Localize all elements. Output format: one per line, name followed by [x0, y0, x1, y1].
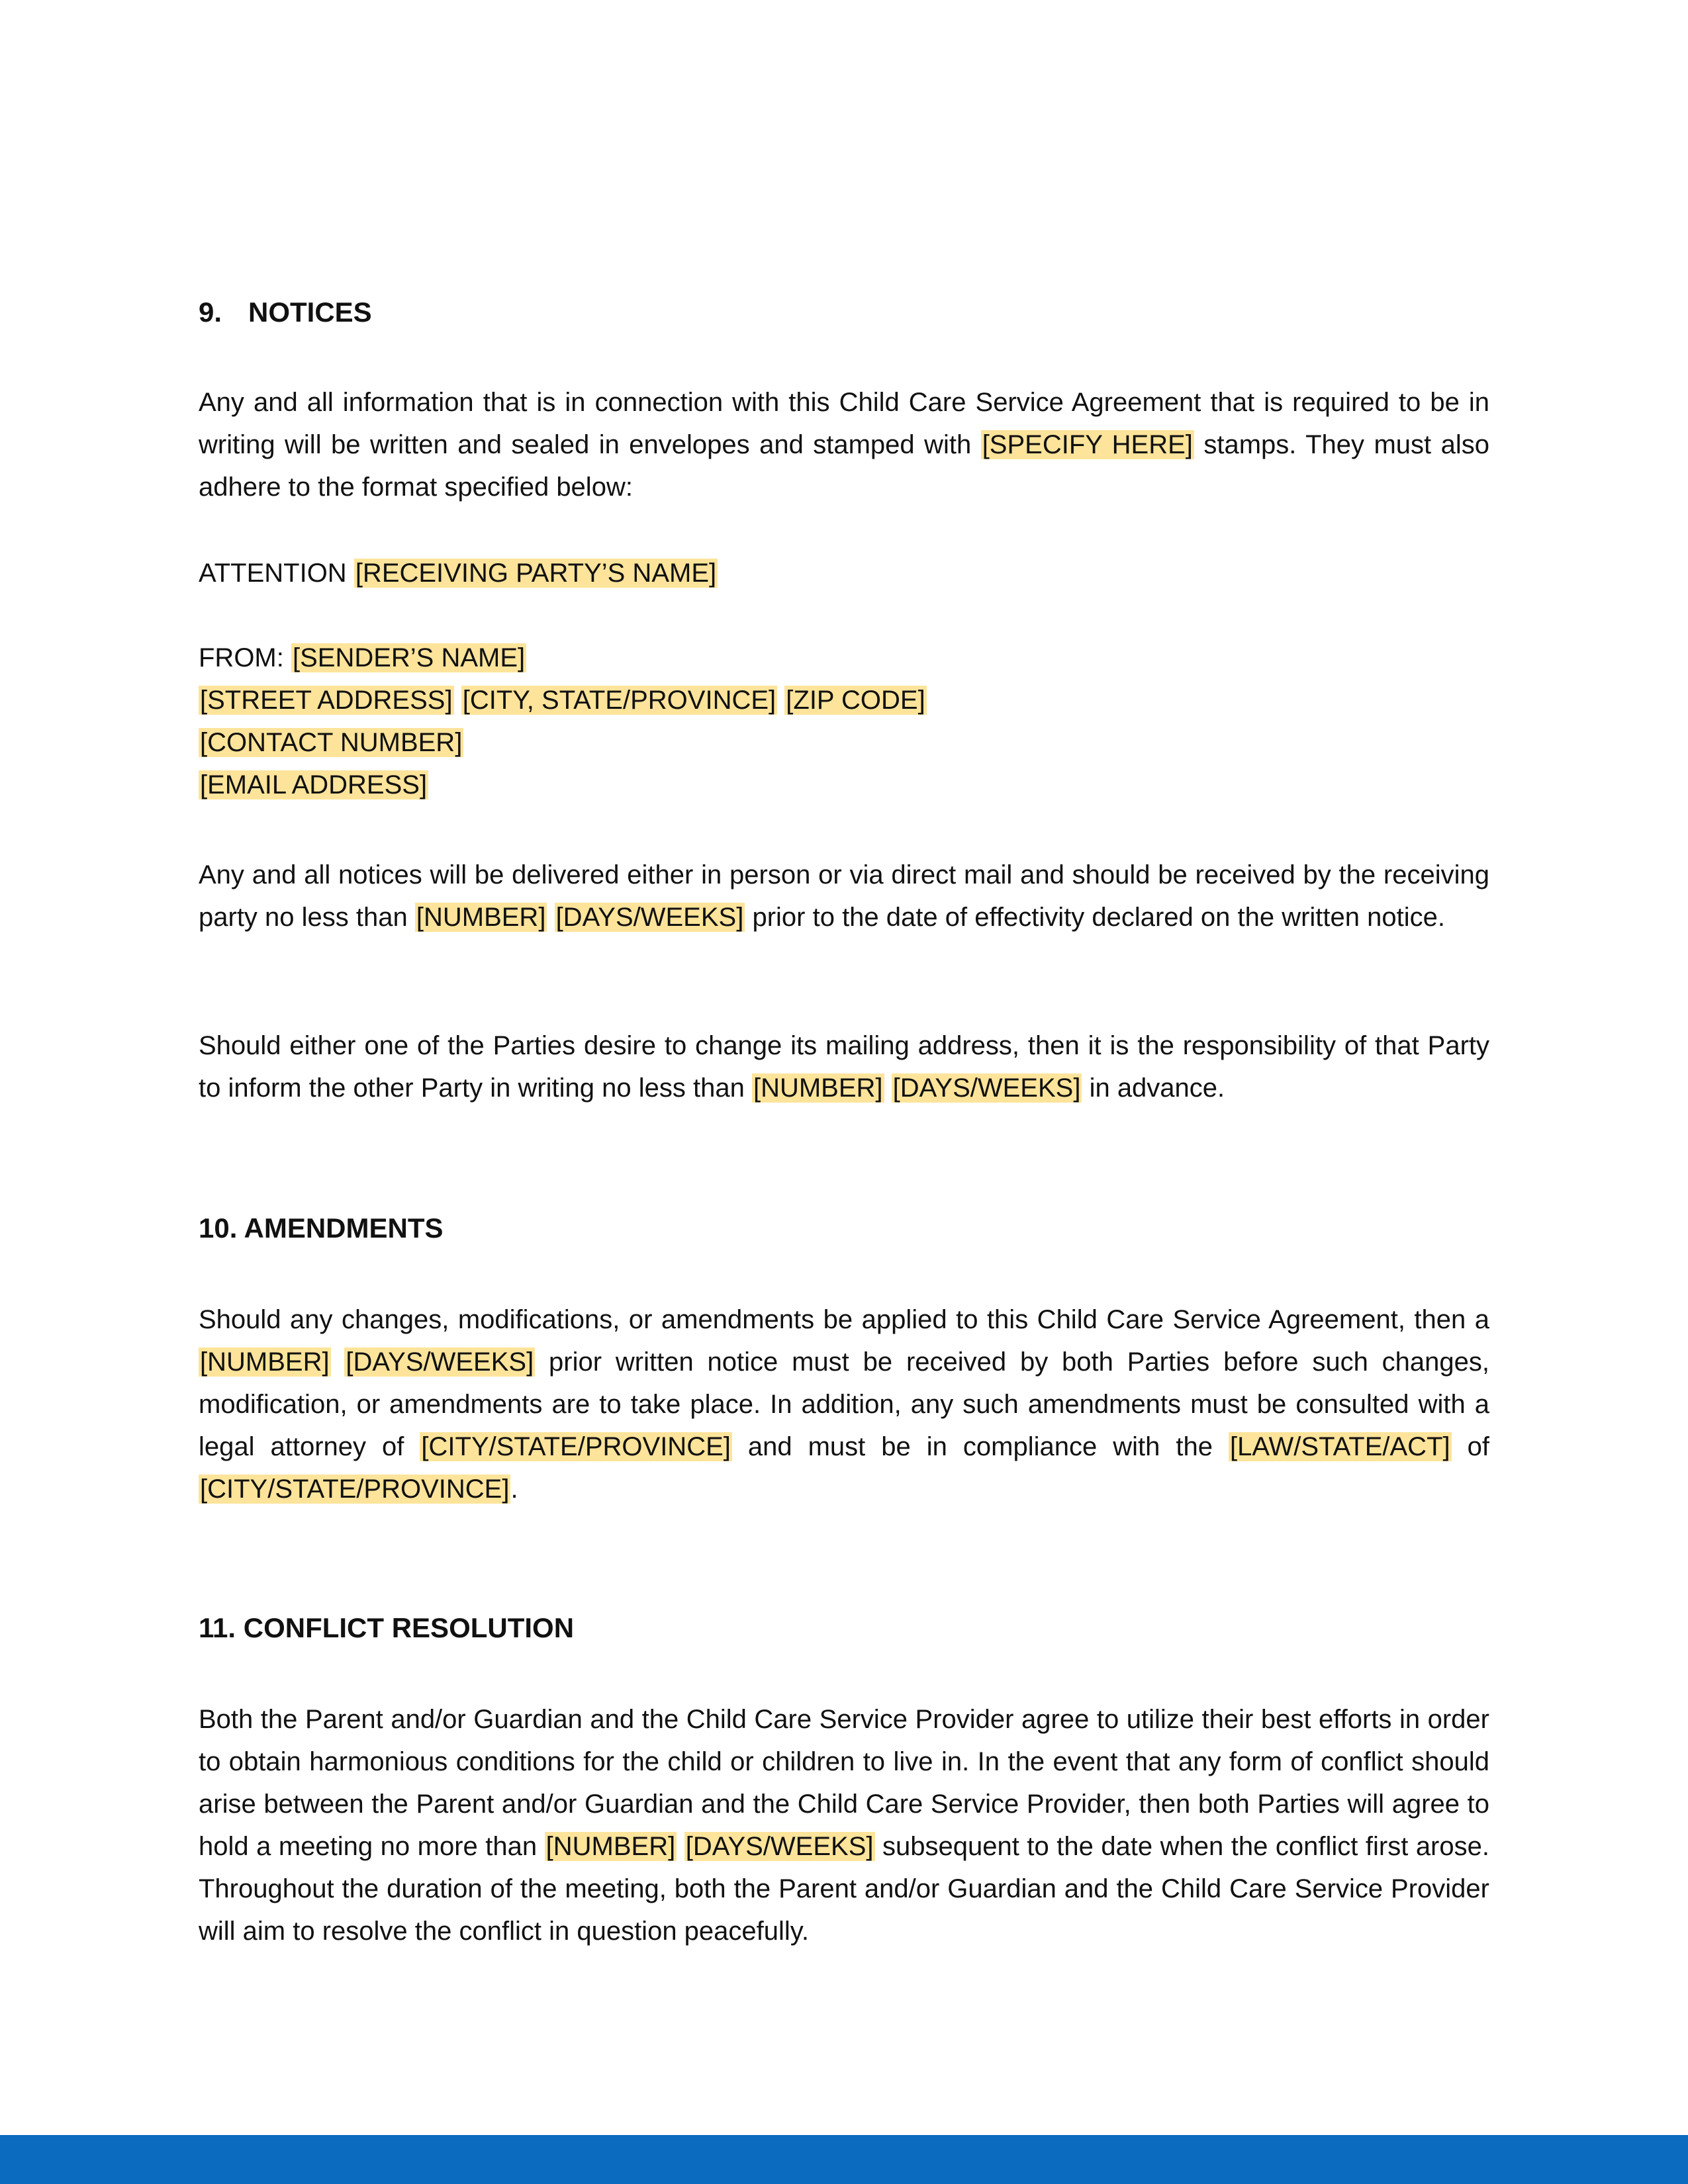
section-number: 10.: [199, 1212, 238, 1244]
placeholder-field[interactable]: [ZIP CODE]: [786, 686, 925, 715]
paragraph-text: stamps. They must also adhere to the format specified below:: [199, 430, 1489, 502]
placeholder-field[interactable]: [DAYS/WEEKS]: [685, 1832, 874, 1861]
placeholder-field[interactable]: [SPECIFY HERE]: [982, 430, 1193, 459]
placeholder-field[interactable]: [LAW/STATE/ACT]: [1230, 1432, 1450, 1461]
placeholder-field[interactable]: [CITY/STATE/PROVINCE]: [421, 1432, 731, 1461]
section-number: 9.: [199, 296, 222, 328]
placeholder-field[interactable]: [RECEIVING PARTY’S NAME]: [355, 559, 717, 588]
placeholder-field[interactable]: [NUMBER]: [753, 1073, 883, 1103]
section-title: AMENDMENTS: [244, 1212, 444, 1244]
placeholder-field[interactable]: [CONTACT NUMBER]: [200, 728, 463, 757]
paragraph-text: Should any changes, modifications, or amendments be applied to this Child Care Service Agreement, then a: [199, 1305, 1489, 1334]
paragraph-text: prior to the date of effectivity declared on the written notice.: [745, 903, 1445, 932]
paragraph-text: and must be in compliance with the: [731, 1432, 1229, 1461]
placeholder-field[interactable]: [DAYS/WEEKS]: [892, 1073, 1081, 1103]
conflict-paragraph-1: [199, 1698, 1489, 1952]
attention-label: ATTENTION: [199, 559, 354, 588]
notices-paragraph-1: [199, 381, 1489, 508]
section-heading-conflict: [199, 1608, 574, 1648]
email-line: [199, 764, 428, 806]
footer-bar: [0, 2135, 1688, 2184]
paragraph-text: prior written notice must be received by both Parties before such changes, modification, or amendments are to take place. In addition, any such amendments must be consulted with a legal attorney of: [199, 1347, 1489, 1461]
placeholder-field[interactable]: [CITY/STATE/PROVINCE]: [200, 1475, 510, 1504]
from-label: FROM:: [199, 643, 291, 672]
paragraph-text: in advance.: [1082, 1073, 1225, 1103]
paragraph-text: subsequent to the date when the conflict first arose. Throughout the duration of the meeting, both the Parent and/or Guardian and the Child Care Service Provider will aim to resolve the conflict in question peacefully.: [199, 1832, 1489, 1946]
notices-paragraph-3: [199, 1024, 1489, 1109]
paragraph-text: Any and all information that is in connection with this Child Care Service Agreement that is required to be in writing will be written and sealed in envelopes and stamped with: [199, 388, 1489, 459]
placeholder-field[interactable]: [NUMBER]: [200, 1347, 330, 1377]
placeholder-field[interactable]: [DAYS/WEEKS]: [555, 903, 744, 932]
amendments-paragraph-1: [199, 1298, 1489, 1510]
address-line: [199, 679, 927, 721]
notices-paragraph-2: [199, 854, 1489, 938]
section-heading-notices: [199, 293, 372, 332]
section-title: CONFLICT RESOLUTION: [243, 1612, 575, 1643]
placeholder-field[interactable]: [SENDER’S NAME]: [292, 643, 526, 672]
paragraph-text: of: [1451, 1432, 1489, 1461]
placeholder-field[interactable]: [EMAIL ADDRESS]: [200, 770, 428, 799]
paragraph-text: .: [510, 1475, 518, 1504]
section-number: 11.: [199, 1612, 236, 1643]
placeholder-field[interactable]: [DAYS/WEEKS]: [346, 1347, 534, 1377]
attention-line: [199, 552, 718, 594]
contact-line: [199, 721, 463, 764]
section-heading-amendments: [199, 1208, 444, 1248]
section-title: NOTICES: [248, 296, 372, 328]
paragraph-text: Any and all notices will be delivered either in person or via direct mail and should be received by the receiving party no less than: [199, 860, 1489, 932]
placeholder-field[interactable]: [NUMBER]: [545, 1832, 676, 1861]
placeholder-field[interactable]: [NUMBER]: [416, 903, 546, 932]
paragraph-text: Should either one of the Parties desire to change its mailing address, then it is the responsibility of that Party to inform the other Party in writing no less than: [199, 1031, 1489, 1103]
from-line: [199, 637, 526, 679]
paragraph-text: Both the Parent and/or Guardian and the Child Care Service Provider agree to utilize their best efforts in order to obtain harmonious conditions for the child or children to live in. In the event that any form of conflict should arise between the Parent and/or Guardian and the Child Care Service Provider, then both Parties will agree to hold a meeting no more than: [199, 1705, 1489, 1861]
placeholder-field[interactable]: [STREET ADDRESS]: [200, 686, 453, 715]
placeholder-field[interactable]: [CITY, STATE/PROVINCE]: [462, 686, 776, 715]
